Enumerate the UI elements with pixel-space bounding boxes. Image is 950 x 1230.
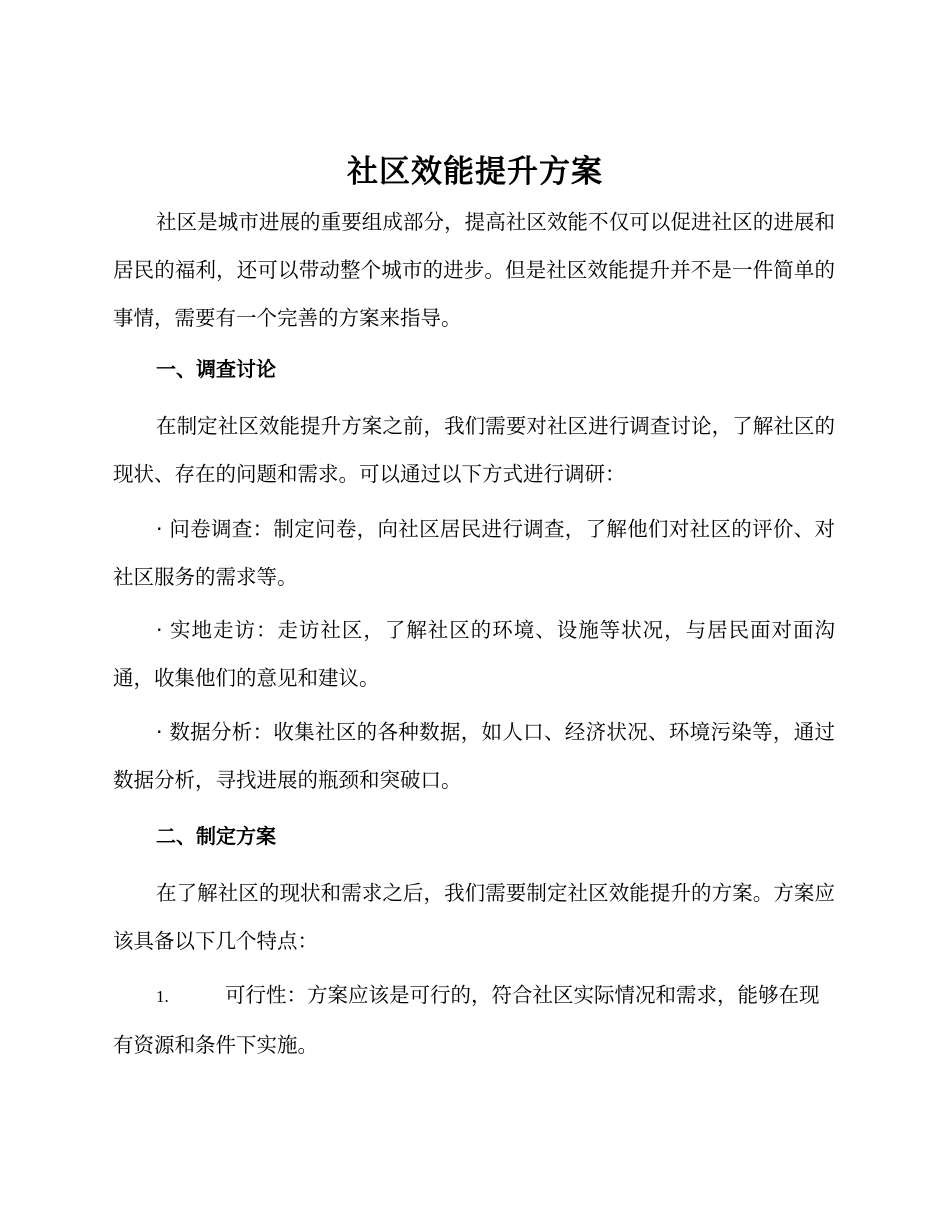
- plan-paragraph: 在了解社区的现状和需求之后，我们需要制定社区效能提升的方案。方案应该具备以下几个特点：: [113, 881, 835, 953]
- intro-paragraph: 社区是城市进展的重要组成部分，提高社区效能不仅可以促进社区的进展和居民的福利，还可以带动整个城市的进步。但是社区效能提升并不是一件简单的事情，需要有一个完善的方案来指导。: [113, 210, 835, 330]
- document-title: 社区效能提升方案: [347, 154, 603, 190]
- bullet-item-questionnaire: · 问卷调查：制定问卷，向社区居民进行调查，了解他们对社区的评价、对社区服务的需求等。: [113, 517, 835, 589]
- item-number: 1.: [156, 987, 169, 1006]
- section-heading-survey: 一、调查讨论: [156, 357, 276, 381]
- bullet-item-data-analysis: · 数据分析：收集社区的各种数据，如人口、经济状况、环境污染等，通过数据分析，寻找进展的瓶颈和突破口。: [113, 720, 835, 792]
- survey-paragraph: 在制定社区效能提升方案之前，我们需要对社区进行调查讨论，了解社区的现状、存在的问题和需求。可以通过以下方式进行调研：: [113, 414, 835, 486]
- bullet-item-site-visit: · 实地走访：走访社区，了解社区的环境、设施等状况，与居民面对面沟通，收集他们的意见和建议。: [113, 618, 835, 690]
- section-heading-plan: 二、制定方案: [156, 824, 276, 848]
- numbered-item-feasibility: [113, 971, 835, 1069]
- item-text: 可行性：方案应该是可行的，符合社区实际情况和需求，能够在现有资源和条件下实施。: [113, 983, 820, 1057]
